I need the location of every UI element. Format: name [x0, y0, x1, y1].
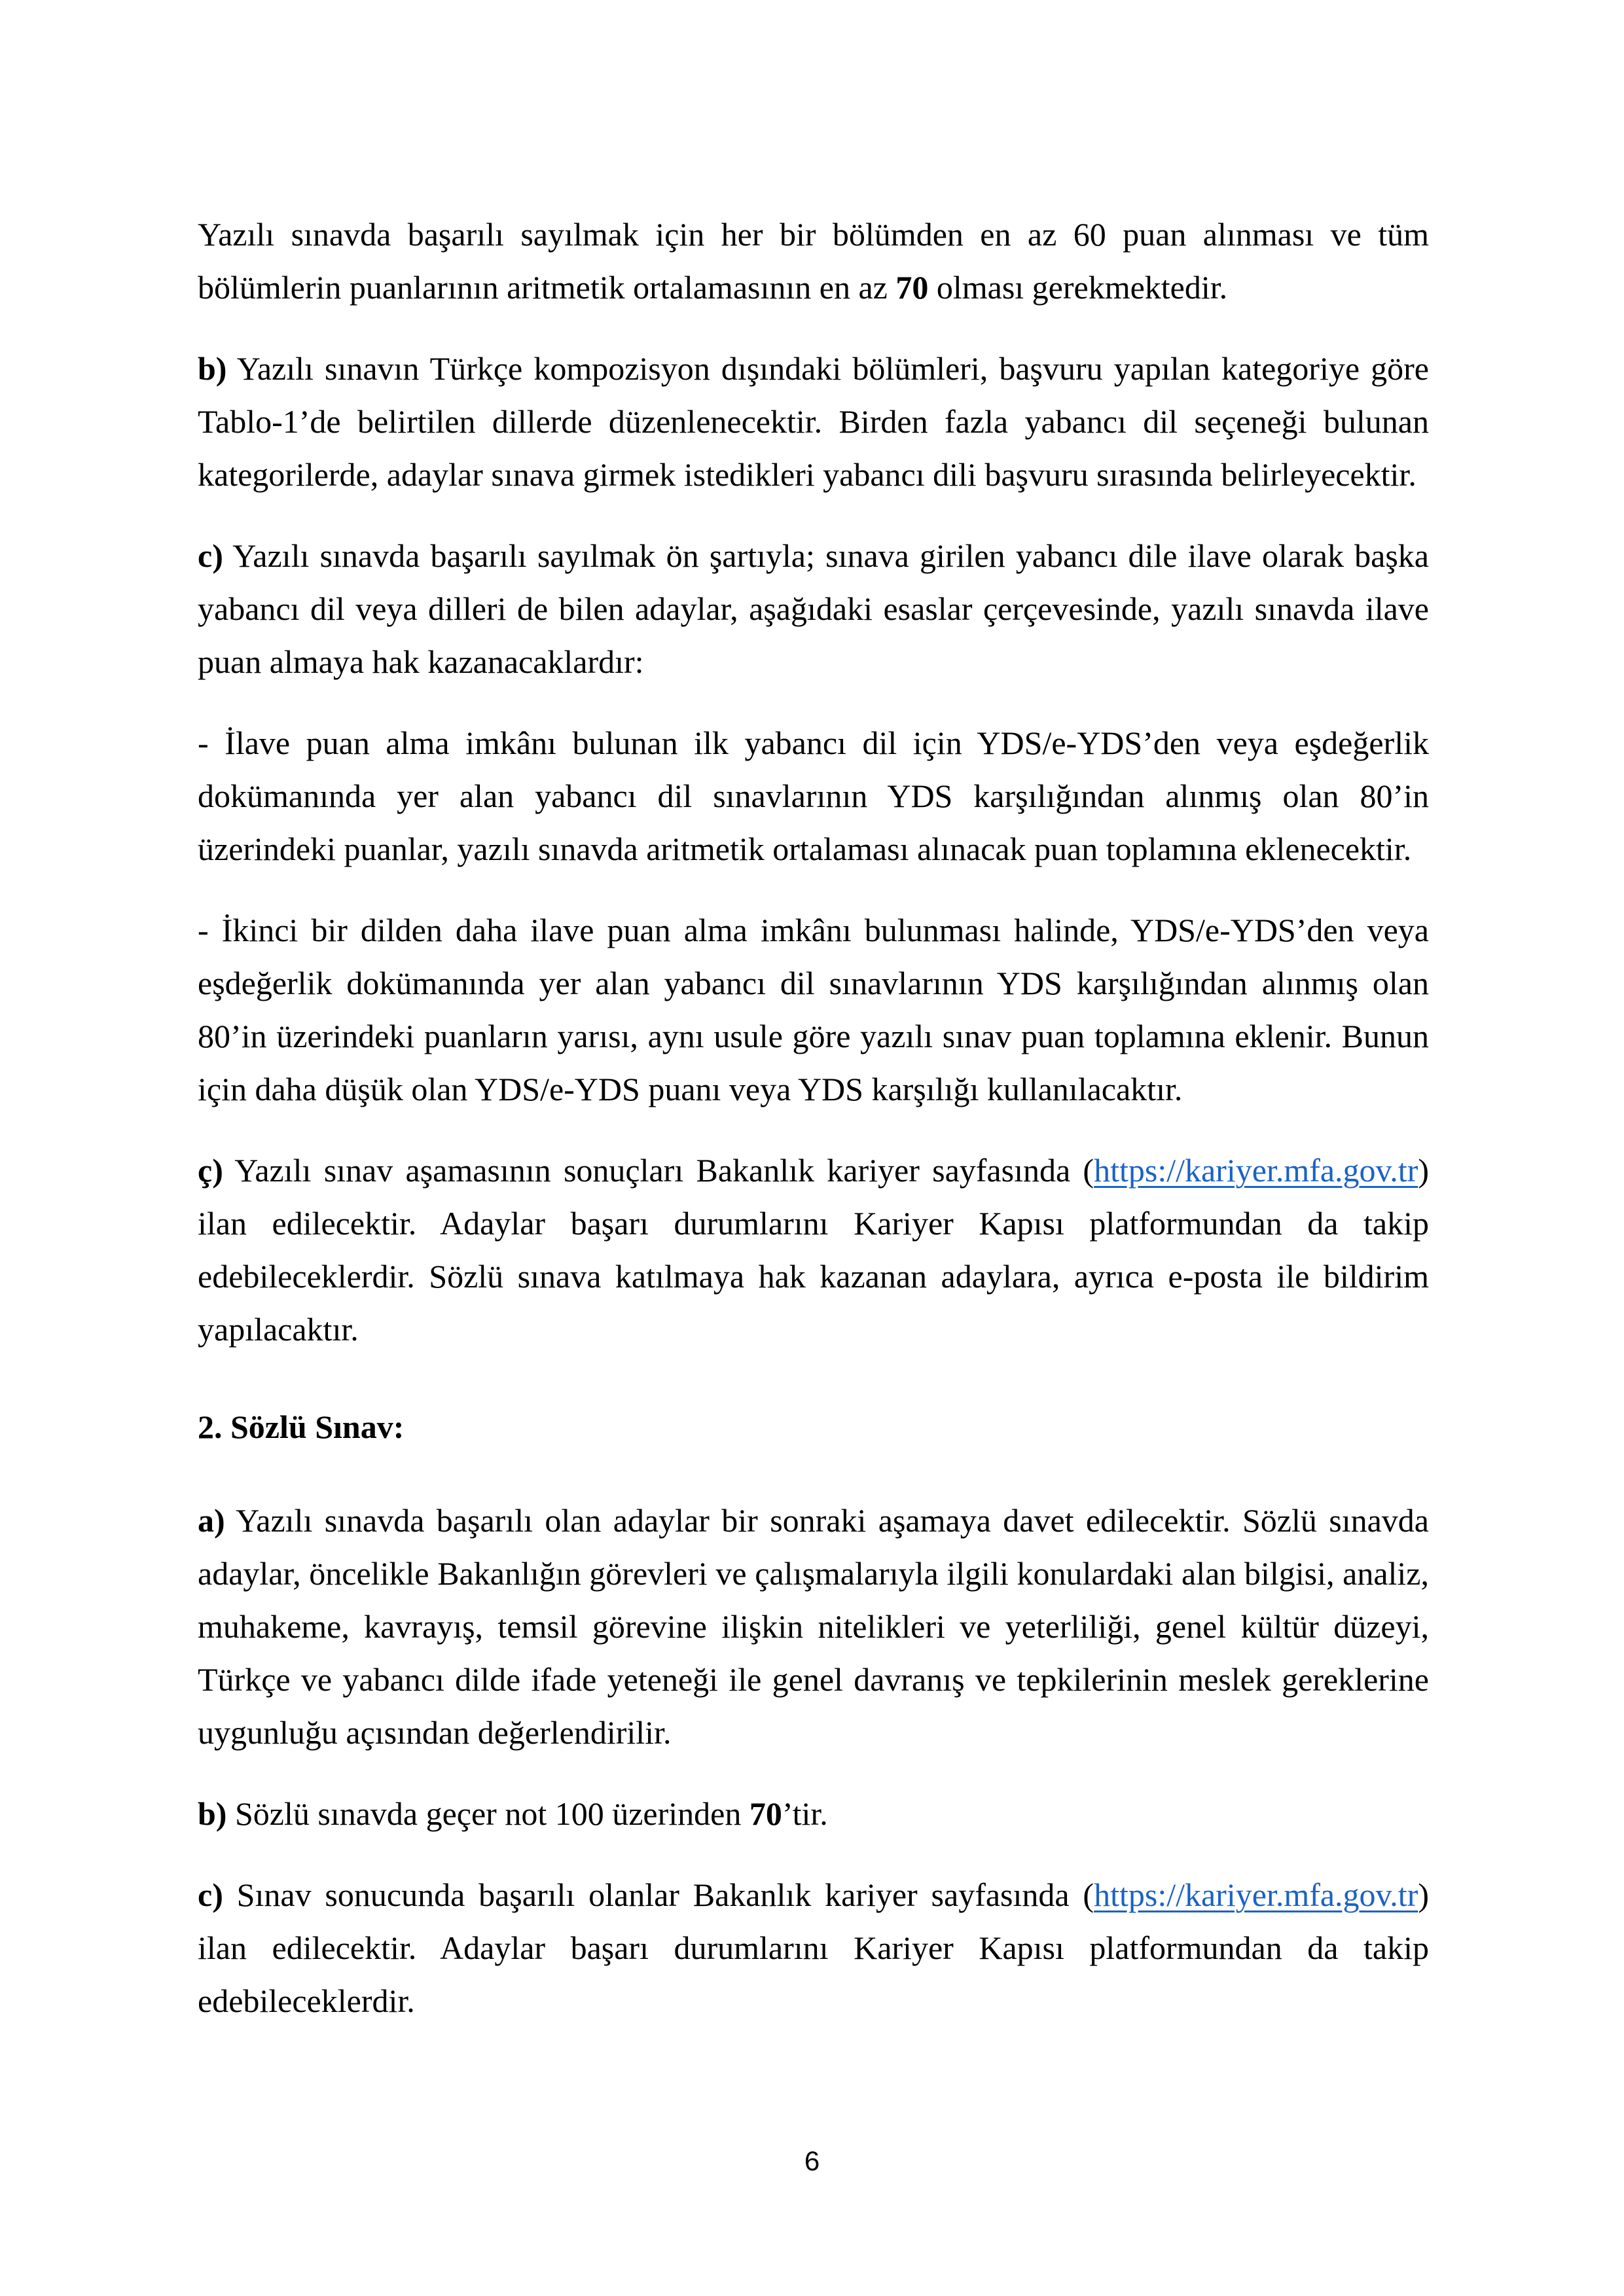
bold-text-run: ç) [198, 1152, 223, 1189]
bold-text-run: a) [198, 1502, 225, 1539]
paragraph [198, 1144, 1429, 1356]
page-footer [0, 2145, 1624, 2177]
text-run: - İkinci bir dilden daha ilave puan alma imkânı bulunması halinde, YDS/e-YDS’den veya eşdeğerlik dokümanında yer alan yabancı dil sınavlarının YDS karşılığından alınmış olan 80’in üzerindeki puanların yarısı, aynı usule göre yazılı sınav puan toplamına eklenir. Bunun için daha düşük olan YDS/e-YDS puanı veya YDS karşılığı kullanılacaktır. [198, 912, 1429, 1107]
bold-text-run: c) [198, 537, 223, 574]
paragraph [198, 1869, 1429, 2028]
page-number: 6 [804, 2145, 820, 2176]
document-body [198, 208, 1429, 2028]
paragraph [198, 1787, 1429, 1840]
text-run: Sözlü sınavda geçer not 100 üzerinden [226, 1795, 749, 1832]
paragraph [198, 342, 1429, 501]
text-run: ) ilan edilecektir. Adaylar başarı durumlarını Kariyer Kapısı platformundan da takip edebileceklerdir. [198, 1876, 1429, 2019]
section-heading [198, 1401, 1429, 1454]
paragraph [198, 208, 1429, 314]
text-run: Yazılı sınavda başarılı sayılmak ön şartıyla; sınava girilen yabancı dile ilave olarak başka yabancı dil veya dilleri de bilen adaylar, aşağıdaki esaslar çerçevesinde, yazılı sınavda ilave puan almaya hak kazanacaklardır: [198, 537, 1429, 680]
text-run: - İlave puan alma imkânı bulunan ilk yabancı dil için YDS/e-YDS’den veya eşdeğerlik dokümanında yer alan yabancı dil sınavlarının YDS karşılığından alınmış olan 80’in üzerindeki puanlar, yazılı sınavda aritmetik ortalaması alınacak puan toplamına eklenecektir. [198, 725, 1429, 867]
kariyer-link[interactable]: https://kariyer.mfa.gov.tr [1094, 1152, 1418, 1189]
bold-text-run: b) [198, 1795, 227, 1832]
bold-text-run: b) [198, 350, 227, 387]
text-run: Yazılı sınavın Türkçe kompozisyon dışındaki bölümleri, başvuru yapılan kategoriye göre Tablo-1’de belirtilen dillerde düzenlenecektir. Birden fazla yabancı dil seçeneği bulunan kategorilerde, adaylar sınava girmek istedikleri yabancı dili başvuru sırasında belirleyecektir. [198, 350, 1429, 493]
paragraph [198, 1494, 1429, 1759]
kariyer-link[interactable]: https://kariyer.mfa.gov.tr [1094, 1876, 1418, 1913]
paragraph [198, 717, 1429, 876]
text-run: Yazılı sınavda başarılı olan adaylar bir sonraki aşamaya davet edilecektir. Sözlü sınavda adaylar, öncelikle Bakanlığın görevleri ve çalışmalarıyla ilgili konulardaki alan bilgisi, analiz, muhakeme, kavrayış, temsil görevine ilişkin nitelikleri ve yeterliliği, genel kültür düzeyi, Türkçe ve yabancı dilde ifade yeteneği ile genel davranış ve tepkilerinin meslek gereklerine uygunluğu açısından değerlendirilir. [198, 1502, 1429, 1751]
text-run: Sınav sonucunda başarılı olanlar Bakanlık kariyer sayfasında ( [223, 1876, 1094, 1913]
text-run: olması gerekmektedir. [928, 269, 1228, 306]
text-run: Yazılı sınavda başarılı sayılmak için her bir bölümden en az 60 puan alınması ve tüm bölümlerin puanlarının aritmetik ortalamasının en az [198, 216, 1429, 306]
text-run: ) ilan edilecektir. Adaylar başarı durumlarını Kariyer Kapısı platformundan da takip edebileceklerdir. Sözlü sınava katılmaya hak kazanan adaylara, ayrıca e-posta ile bildirim yapılacaktır. [198, 1152, 1429, 1348]
bold-text-run: 70 [749, 1795, 782, 1832]
paragraph [198, 529, 1429, 689]
bold-text-run: c) [198, 1876, 223, 1913]
text-run: Yazılı sınav aşamasının sonuçları Bakanlık kariyer sayfasında ( [223, 1152, 1094, 1189]
text-run: ’tir. [782, 1795, 828, 1832]
bold-text-run: 70 [895, 269, 929, 306]
bold-text-run: 2. Sözlü Sınav: [198, 1408, 405, 1445]
paragraph [198, 904, 1429, 1116]
